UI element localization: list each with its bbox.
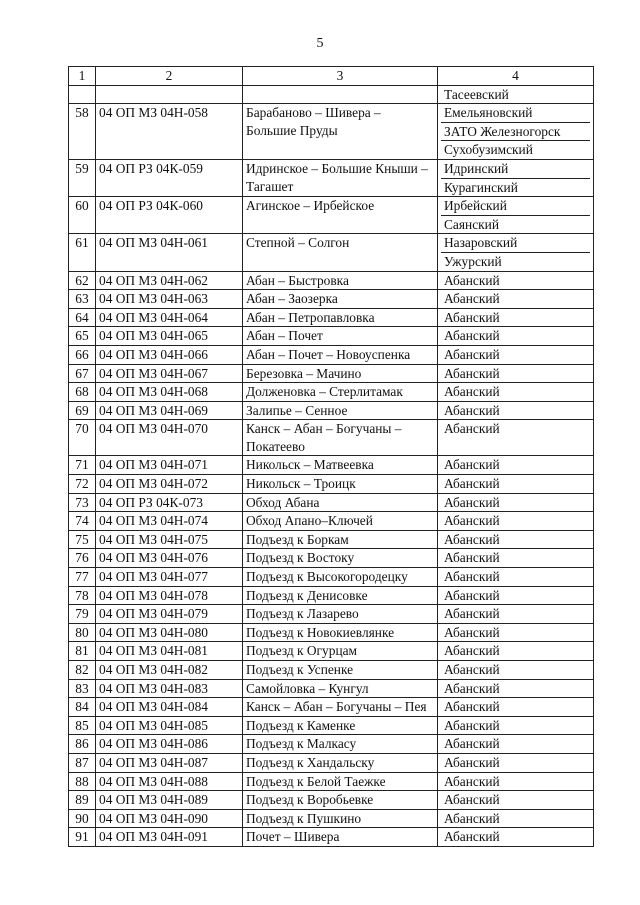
road-name: Степной – Солгон xyxy=(243,234,438,271)
road-name: Абан – Петропавловка xyxy=(243,308,438,327)
road-code: 04 ОП МЗ 04Н-085 xyxy=(96,716,243,735)
district-name: Абанский xyxy=(444,587,500,603)
table-row xyxy=(69,401,594,420)
district-name: Абанский xyxy=(444,773,500,789)
district-name: Абанский xyxy=(444,662,500,677)
road-code: 04 ОП МЗ 04Н-078 xyxy=(96,586,243,605)
district-name: Ужурский xyxy=(441,252,590,271)
row-number: 68 xyxy=(69,383,96,402)
district-name: Абанский xyxy=(444,606,500,622)
district-cell xyxy=(438,512,594,531)
district-name: Абанский xyxy=(444,717,500,733)
district-name: Сухобузимский xyxy=(441,140,590,159)
district-name: Абанский xyxy=(444,699,500,715)
road-name: Абан – Почет xyxy=(243,327,438,346)
district-name: Абанский xyxy=(444,624,500,640)
district-name: Абанский xyxy=(444,328,500,344)
district-cell xyxy=(438,197,594,234)
district-cell xyxy=(438,791,594,810)
table-row xyxy=(69,104,594,160)
district-name: Абанский xyxy=(444,531,500,547)
district-name: Абанский xyxy=(444,643,500,659)
district-cell xyxy=(438,475,594,494)
district-name: Абанский xyxy=(444,569,500,585)
district-name: Абанский xyxy=(444,736,500,752)
row-number: 67 xyxy=(69,364,96,383)
road-name: Канск – Абан – Богучаны – Пея xyxy=(243,698,438,717)
road-code: 04 ОП МЗ 04Н-074 xyxy=(96,512,243,531)
district-name: Абанский xyxy=(444,346,500,362)
row-number: 65 xyxy=(69,327,96,346)
row-number: 72 xyxy=(69,475,96,494)
road-name: Канск – Абан – Богучаны – Покатеево xyxy=(243,420,438,456)
row-number: 89 xyxy=(69,791,96,810)
road-name: Подъезд к Денисовке xyxy=(243,586,438,605)
district-name: Абанский xyxy=(444,384,500,400)
table-row xyxy=(69,828,594,847)
row-number: 69 xyxy=(69,401,96,420)
district-cell xyxy=(438,159,594,196)
table-row xyxy=(69,85,594,104)
table-row xyxy=(69,530,594,549)
table-row xyxy=(69,159,594,196)
road-code: 04 ОП МЗ 04Н-077 xyxy=(96,568,243,587)
district-cell xyxy=(438,698,594,717)
district-cell xyxy=(438,828,594,847)
district-cell xyxy=(438,271,594,290)
row-number: 79 xyxy=(69,605,96,624)
table-row xyxy=(69,290,594,309)
road-code: 04 ОП МЗ 04Н-065 xyxy=(96,327,243,346)
district-cell xyxy=(438,642,594,661)
district-name: Абанский xyxy=(444,457,500,473)
district-name: Тасеевский xyxy=(444,86,509,102)
road-code: 04 ОП МЗ 04Н-088 xyxy=(96,772,243,791)
row-number xyxy=(69,85,96,104)
district-cell xyxy=(438,568,594,587)
district-cell xyxy=(438,735,594,754)
district-cell xyxy=(438,530,594,549)
district-cell xyxy=(438,234,594,271)
road-name: Подъезд к Каменке xyxy=(243,716,438,735)
table-row xyxy=(69,493,594,512)
district-name: Абанский xyxy=(444,402,500,418)
district-name: Абанский xyxy=(444,680,500,696)
district-name: Абанский xyxy=(444,829,500,845)
table-row xyxy=(69,512,594,531)
district-cell xyxy=(438,772,594,791)
district-cell xyxy=(438,85,594,104)
road-code: 04 ОП МЗ 04Н-075 xyxy=(96,530,243,549)
table-row xyxy=(69,420,594,456)
table-row xyxy=(69,809,594,828)
district-cell xyxy=(438,364,594,383)
road-code: 04 ОП МЗ 04Н-070 xyxy=(96,420,243,456)
row-number: 81 xyxy=(69,642,96,661)
district-name: Курагинский xyxy=(441,178,590,197)
road-name: Подъезд к Воробьевке xyxy=(243,791,438,810)
page-number: 5 xyxy=(316,36,324,51)
road-name: Абан – Быстровка xyxy=(243,271,438,290)
district-cell xyxy=(438,383,594,402)
road-name: Самойловка – Кунгул xyxy=(243,679,438,698)
table-row xyxy=(69,716,594,735)
row-number: 85 xyxy=(69,716,96,735)
district-name: Абанский xyxy=(444,550,500,566)
column-header-2: 2 xyxy=(96,67,243,86)
road-name: Барабаново – Шивера – Большие Пруды xyxy=(243,104,438,160)
table-row xyxy=(69,197,594,234)
district-name: Абанский xyxy=(444,291,500,307)
road-code: 04 ОП МЗ 04Н-071 xyxy=(96,456,243,475)
road-name: Подъезд к Успенке xyxy=(243,661,438,680)
table-body xyxy=(69,85,594,846)
road-code: 04 ОП РЗ 04К-060 xyxy=(96,197,243,234)
road-name: Абан – Почет – Новоуспенка xyxy=(243,345,438,364)
road-code: 04 ОП МЗ 04Н-063 xyxy=(96,290,243,309)
road-code: 04 ОП МЗ 04Н-084 xyxy=(96,698,243,717)
row-number: 73 xyxy=(69,493,96,512)
table-row xyxy=(69,345,594,364)
road-code: 04 ОП МЗ 04Н-090 xyxy=(96,809,243,828)
district-name: Абанский xyxy=(444,513,500,529)
road-name: Долженовка – Стерлитамак xyxy=(243,383,438,402)
row-number: 90 xyxy=(69,809,96,828)
road-code: 04 ОП РЗ 04К-059 xyxy=(96,159,243,196)
district-cell xyxy=(438,623,594,642)
row-number: 63 xyxy=(69,290,96,309)
road-code: 04 ОП МЗ 04Н-087 xyxy=(96,753,243,772)
table-row xyxy=(69,586,594,605)
road-name: Агинское – Ирбейское xyxy=(243,197,438,234)
road-name: Подъезд к Востоку xyxy=(243,549,438,568)
road-code xyxy=(96,85,243,104)
table-row xyxy=(69,605,594,624)
district-cell xyxy=(438,327,594,346)
district-cell xyxy=(438,809,594,828)
district-name: Идринский xyxy=(444,160,509,176)
road-name: Никольск – Матвеевка xyxy=(243,456,438,475)
row-number: 88 xyxy=(69,772,96,791)
row-number: 80 xyxy=(69,623,96,642)
road-name: Обход Апано–Ключей xyxy=(243,512,438,531)
road-code: 04 ОП МЗ 04Н-080 xyxy=(96,623,243,642)
row-number: 75 xyxy=(69,530,96,549)
row-number: 76 xyxy=(69,549,96,568)
district-cell xyxy=(438,679,594,698)
road-code: 04 ОП МЗ 04Н-072 xyxy=(96,475,243,494)
column-header-3: 3 xyxy=(243,67,438,86)
table-row xyxy=(69,327,594,346)
road-code: 04 ОП МЗ 04Н-091 xyxy=(96,828,243,847)
table-header-row xyxy=(69,67,594,86)
row-number: 83 xyxy=(69,679,96,698)
row-number: 91 xyxy=(69,828,96,847)
road-code: 04 ОП МЗ 04Н-081 xyxy=(96,642,243,661)
road-name: Идринское – Большие Кныши – Тагашет xyxy=(243,159,438,196)
table-row xyxy=(69,661,594,680)
district-cell xyxy=(438,104,594,160)
district-cell xyxy=(438,716,594,735)
table-row xyxy=(69,234,594,271)
road-name: Подъезд к Высокогородецку xyxy=(243,568,438,587)
district-name: Абанский xyxy=(444,272,500,288)
road-name: Подъезд к Белой Таежке xyxy=(243,772,438,791)
row-number: 71 xyxy=(69,456,96,475)
district-name: Абанский xyxy=(444,309,500,325)
district-cell xyxy=(438,456,594,475)
road-name: Подъезд к Хандальску xyxy=(243,753,438,772)
table-row xyxy=(69,772,594,791)
road-name xyxy=(243,85,438,104)
table-row xyxy=(69,383,594,402)
row-number: 86 xyxy=(69,735,96,754)
table-row xyxy=(69,456,594,475)
road-name: Березовка – Мачино xyxy=(243,364,438,383)
district-name: Абанский xyxy=(444,476,500,492)
table-row xyxy=(69,549,594,568)
column-header-4: 4 xyxy=(438,67,594,86)
row-number: 70 xyxy=(69,420,96,456)
table-row xyxy=(69,679,594,698)
road-code: 04 ОП МЗ 04Н-058 xyxy=(96,104,243,160)
row-number: 87 xyxy=(69,753,96,772)
road-name: Подъезд к Пушкино xyxy=(243,809,438,828)
row-number: 84 xyxy=(69,698,96,717)
road-code: 04 ОП МЗ 04Н-064 xyxy=(96,308,243,327)
table-row xyxy=(69,308,594,327)
district-cell xyxy=(438,605,594,624)
road-name: Абан – Заозерка xyxy=(243,290,438,309)
row-number: 58 xyxy=(69,104,96,160)
district-name: Абанский xyxy=(444,810,500,826)
table-row xyxy=(69,642,594,661)
road-code: 04 ОП МЗ 04Н-062 xyxy=(96,271,243,290)
district-cell xyxy=(438,290,594,309)
road-code: 04 ОП МЗ 04Н-069 xyxy=(96,401,243,420)
road-name: Почет – Шивера xyxy=(243,828,438,847)
district-name: Назаровский xyxy=(444,235,518,251)
table-row xyxy=(69,271,594,290)
table-row xyxy=(69,475,594,494)
road-name: Никольск – Троицк xyxy=(243,475,438,494)
road-code: 04 ОП МЗ 04Н-082 xyxy=(96,661,243,680)
row-number: 60 xyxy=(69,197,96,234)
road-name: Подъезд к Лазарево xyxy=(243,605,438,624)
road-name: Обход Абана xyxy=(243,493,438,512)
road-name: Подъезд к Малкасу xyxy=(243,735,438,754)
district-name: Абанский xyxy=(444,421,500,437)
row-number: 82 xyxy=(69,661,96,680)
district-cell xyxy=(438,345,594,364)
road-code: 04 ОП МЗ 04Н-061 xyxy=(96,234,243,271)
road-code: 04 ОП МЗ 04Н-068 xyxy=(96,383,243,402)
table-row xyxy=(69,698,594,717)
district-cell xyxy=(438,753,594,772)
district-cell xyxy=(438,420,594,456)
road-name: Подъезд к Огурцам xyxy=(243,642,438,661)
row-number: 61 xyxy=(69,234,96,271)
road-registry-table xyxy=(68,66,594,847)
row-number: 66 xyxy=(69,345,96,364)
road-name: Залипье – Сенное xyxy=(243,401,438,420)
table-row xyxy=(69,791,594,810)
district-name: Абанский xyxy=(444,754,500,770)
table-row xyxy=(69,623,594,642)
row-number: 59 xyxy=(69,159,96,196)
district-cell xyxy=(438,401,594,420)
road-code: 04 ОП МЗ 04Н-067 xyxy=(96,364,243,383)
row-number: 62 xyxy=(69,271,96,290)
district-cell xyxy=(438,493,594,512)
road-code: 04 ОП РЗ 04К-073 xyxy=(96,493,243,512)
table-row xyxy=(69,735,594,754)
district-name: Абанский xyxy=(444,494,500,510)
table-row xyxy=(69,753,594,772)
table-row xyxy=(69,568,594,587)
road-code: 04 ОП МЗ 04Н-076 xyxy=(96,549,243,568)
district-cell xyxy=(438,586,594,605)
road-code: 04 ОП МЗ 04Н-079 xyxy=(96,605,243,624)
road-code: 04 ОП МЗ 04Н-066 xyxy=(96,345,243,364)
road-code: 04 ОП МЗ 04Н-086 xyxy=(96,735,243,754)
district-name: Саянский xyxy=(441,215,590,234)
district-name: Ирбейский xyxy=(444,198,507,214)
row-number: 74 xyxy=(69,512,96,531)
district-name: Абанский xyxy=(444,792,500,808)
column-header-1: 1 xyxy=(69,67,96,86)
district-name: ЗАТО Железногорск xyxy=(441,122,590,141)
road-code: 04 ОП МЗ 04Н-083 xyxy=(96,679,243,698)
row-number: 77 xyxy=(69,568,96,587)
road-name: Подъезд к Новокиевлянке xyxy=(243,623,438,642)
row-number: 64 xyxy=(69,308,96,327)
district-cell xyxy=(438,549,594,568)
district-name: Емельяновский xyxy=(444,105,533,121)
district-cell xyxy=(438,661,594,680)
row-number: 78 xyxy=(69,586,96,605)
road-name: Подъезд к Боркам xyxy=(243,530,438,549)
table-row xyxy=(69,364,594,383)
district-name: Абанский xyxy=(444,365,500,381)
road-code: 04 ОП МЗ 04Н-089 xyxy=(96,791,243,810)
district-cell xyxy=(438,308,594,327)
